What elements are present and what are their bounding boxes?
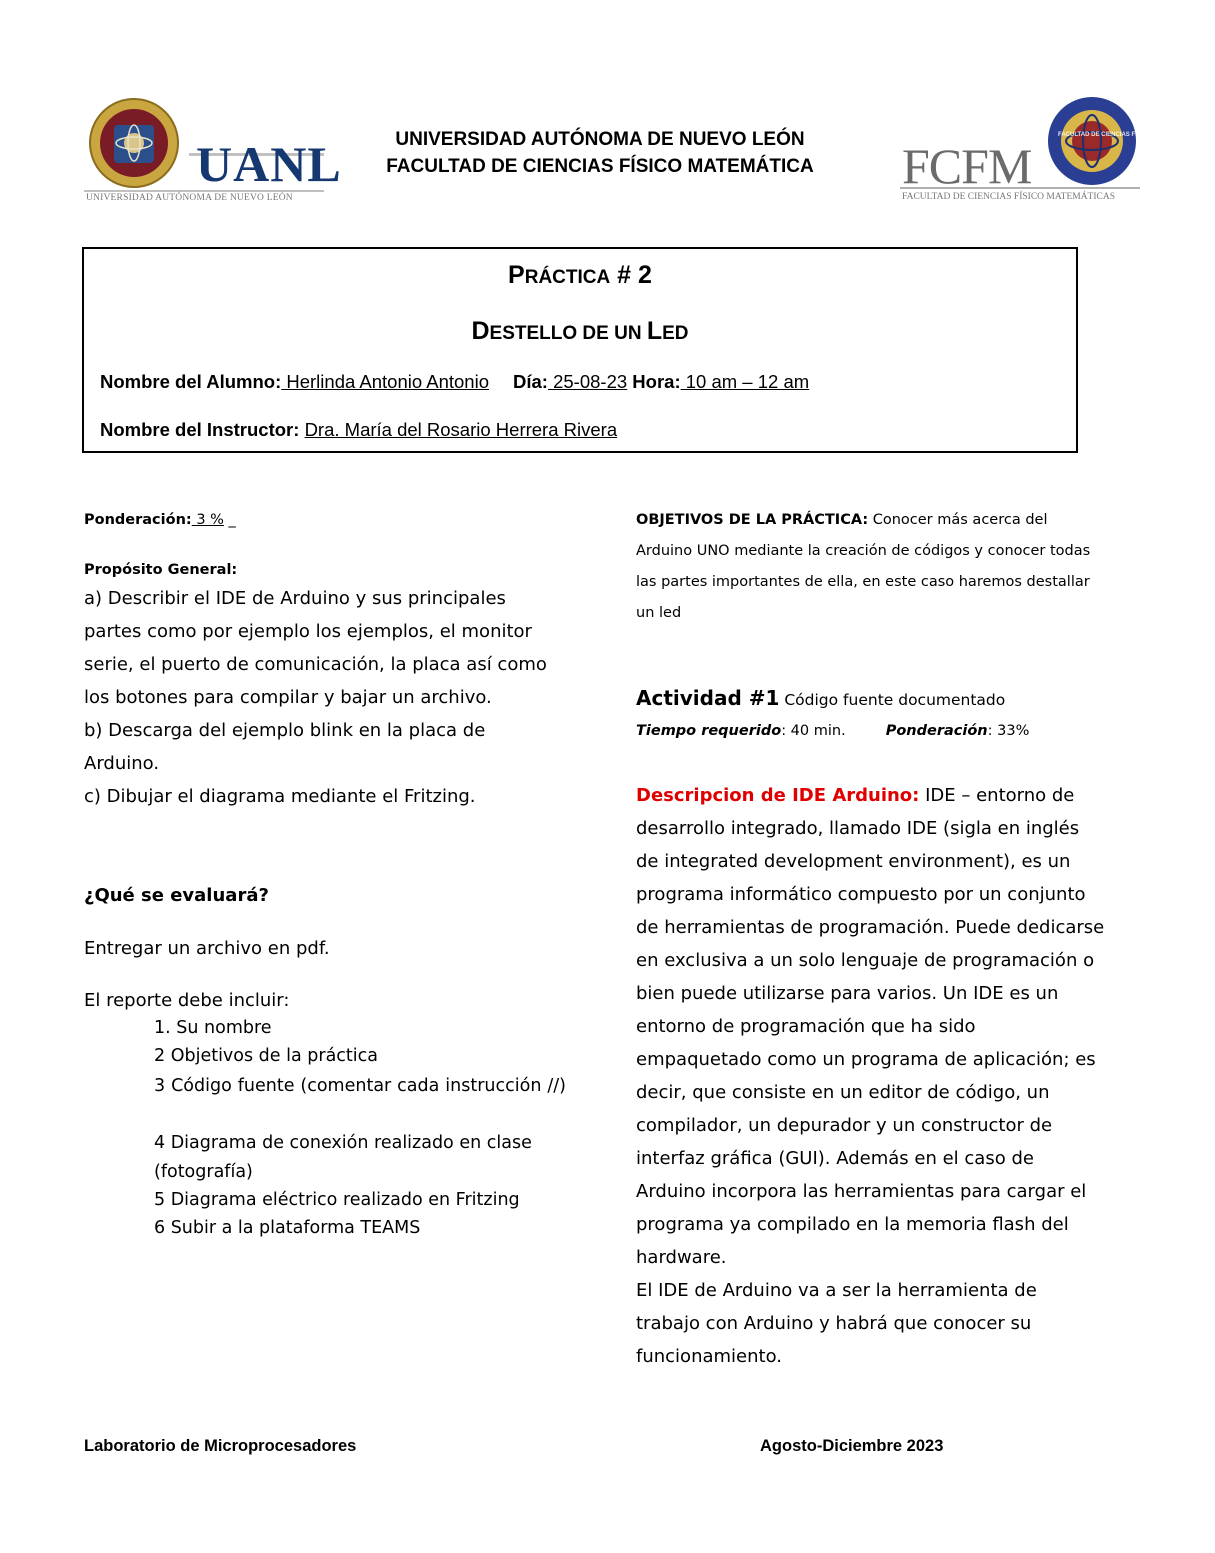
institution-title — [330, 126, 870, 180]
fcfm-logo-subtitle: FACULTAD DE CIENCIAS FÍSICO MATEMÁTICAS — [902, 192, 1116, 202]
day-value: 25-08-23 — [547, 371, 628, 392]
purpose-c: c) Dibujar el diagrama mediante el Fritzing. — [84, 786, 476, 807]
report-item: 1. Su nombre — [154, 1018, 272, 1038]
report-item: 5 Diagrama eléctrico realizado en Fritzing — [154, 1190, 520, 1210]
purpose-list — [84, 582, 566, 813]
weight-value: : 33% — [987, 723, 1030, 739]
report-item: 4 Diagrama de conexión realizado en clase (fotografía) — [154, 1133, 532, 1182]
instructor-label: Nombre del Instructor: — [100, 419, 300, 440]
ide-description — [636, 779, 1106, 1373]
objectives-text: Conocer más acerca del Arduino UNO mediante la creación de códigos y conocer todas las partes importantes de ella, en este caso haremos destallar un led — [636, 512, 1091, 621]
instructor-line — [100, 419, 617, 441]
footer-lab: Laboratorio de Microprocesadores — [84, 1437, 357, 1455]
report-item: 6 Subir a la plataforma TEAMS — [154, 1218, 421, 1238]
evaluation-heading: ¿Qué se evaluará? — [84, 885, 269, 906]
objectives-label: OBJETIVOS DE LA PRÁCTICA: — [636, 512, 869, 528]
fcfm-seal-text: FACULTAD DE CIENCIAS FÍSICO MATEMÁTICAS UANL — [1058, 132, 1215, 138]
practice-info-box — [82, 247, 1078, 453]
faculty-name: FACULTAD DE CIENCIAS FÍSICO MATEMÁTICA — [386, 156, 814, 177]
practice-title: DESTELLO DE UN LED — [471, 317, 689, 345]
student-label: Nombre del Alumno: — [100, 371, 282, 392]
activity-meta — [636, 723, 1106, 739]
university-name: UNIVERSIDAD AUTÓNOMA DE NUEVO LEÓN — [395, 129, 805, 150]
time-value: : 40 min. — [781, 723, 846, 739]
report-heading: El reporte debe incluir: — [84, 990, 290, 1011]
ponderacion-line: Ponderación: 3 % _ — [84, 512, 236, 528]
activity-subtitle: Código fuente documentado — [779, 691, 1006, 709]
fcfm-logo-text: FCFM — [902, 138, 1032, 194]
ide-description-text: IDE – entorno de desarrollo integrado, llamado IDE (sigla en inglés de integrated development environment), es un programa informático compuesto por un conjunto de herramientas de programación. Puede dedicarse en exclusiva a un solo lenguaje de programación o bien puede utilizarse para varios. Un IDE es un entorno de programación que ha sido empaquetado como un programa de aplicación; es decir, que consiste en un editor de código, un compilador, un depurador y un constructor de interfaz gráfica (GUI). Además en el caso de Arduino incorpora las herramientas para cargar el programa ya compilado en la memoria flash del hardware. — [636, 785, 1105, 1268]
time-label: Tiempo requerido — [636, 723, 782, 739]
proposito-heading: Propósito General: — [84, 562, 238, 578]
hour-value: 10 am – 12 am — [680, 371, 810, 392]
weight-label: Ponderación — [885, 723, 988, 739]
uanl-logo — [84, 95, 342, 205]
practice-number: PRÁCTICA # 2 — [508, 261, 652, 289]
report-item: 3 Código fuente (comentar cada instrucción //) — [154, 1076, 566, 1096]
ponderacion-label: Ponderación: — [84, 512, 192, 528]
purpose-a: a) Describir el IDE de Arduino y sus principales partes como por ejemplo los ejemplos, el monitor serie, el puerto de comunicación, la placa así como los botones para compilar y bajar un archivo. — [84, 588, 547, 708]
activity-title: Actividad #1 — [636, 686, 780, 710]
student-line — [100, 371, 809, 393]
footer-term: Agosto-Diciembre 2023 — [760, 1437, 944, 1455]
ponderacion-value: 3 % — [191, 512, 224, 528]
day-label: Día: — [513, 371, 548, 392]
student-name: Herlinda Antonio Antonio — [281, 371, 489, 392]
hour-label: Hora: — [632, 371, 681, 392]
uanl-logo-subtitle: UNIVERSIDAD AUTÓNOMA DE NUEVO LEÓN — [86, 193, 293, 203]
report-item: 2 Objetivos de la práctica — [154, 1046, 378, 1066]
deliverable-text: Entregar un archivo en pdf. — [84, 938, 330, 959]
instructor-name: Dra. María del Rosario Herrera Rivera — [304, 419, 618, 440]
ide-description-label: Descripcion de IDE Arduino: — [636, 785, 920, 806]
purpose-b: b) Descarga del ejemplo blink en la placa de Arduino. — [84, 720, 486, 774]
activity-heading — [636, 686, 1106, 710]
objectives-block — [636, 505, 1106, 629]
ide-description-text-2: El IDE de Arduino va a ser la herramienta de trabajo con Arduino y habrá que conocer su funcionamiento. — [636, 1280, 1037, 1367]
uanl-logo-text: UANL — [196, 136, 342, 192]
fcfm-logo — [900, 95, 1215, 207]
